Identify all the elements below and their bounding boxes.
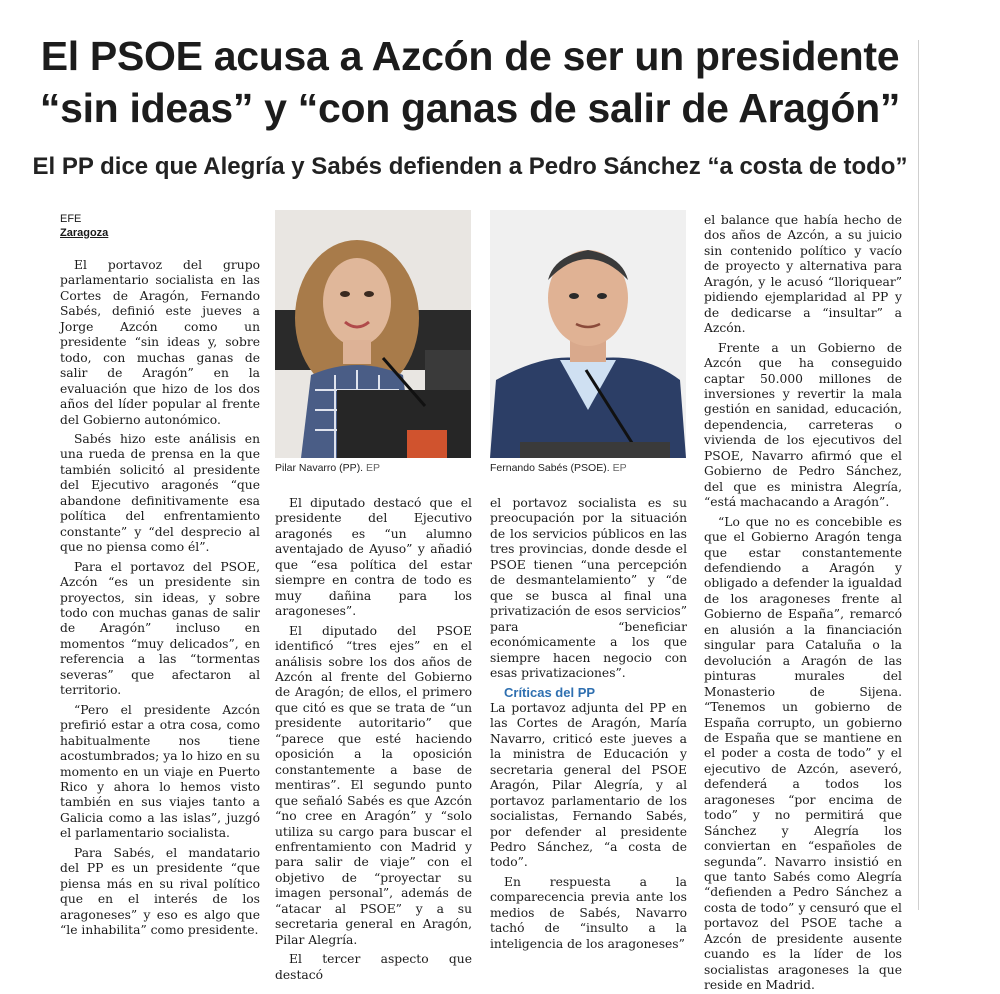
photo-pilar-navarro-image — [275, 210, 471, 458]
paragraph: El portavoz del grupo parlamentario socialista en las Cortes de Aragón, Fernando Sabés, definió este jueves a Jorge Azcón como un presidente “sin ideas y, sobre todo, con muchas ganas de salir de Aragón” en la evaluación que hizo de los dos años del líder popular al frente del Gobierno autonómico. — [60, 258, 260, 427]
agency-credit: EFE — [60, 213, 82, 225]
paragraph: El diputado destacó que el presidente del Ejecutivo aragonés es “un alumno aventajado de Ayuso” y añadió que “esa política del estar siempre en contra de todo es muy dañina para los aragoneses”. — [275, 496, 472, 619]
paragraph: El tercer aspecto que destacó — [275, 952, 472, 982]
article-column-1 — [60, 258, 260, 938]
caption-agency: EP — [366, 462, 381, 474]
photo-caption-2 — [490, 462, 627, 474]
photo-caption-1 — [275, 462, 380, 474]
article-column-2 — [275, 496, 472, 983]
byline — [60, 212, 260, 240]
headline-line-2: “sin ideas” y “con ganas de salir de Aragón” — [39, 85, 901, 131]
dateline-city: Zaragoza — [60, 227, 109, 239]
photo-fernando-sabes-image — [490, 210, 686, 458]
subheadline: El PP dice que Alegría y Sabés defienden a Pedro Sánchez “a costa de todo” — [32, 153, 908, 180]
column-rule — [918, 40, 919, 910]
paragraph: Frente a un Gobierno de Azcón que ha conseguido captar 50.000 millones de inversiones y revertir la mala gestión en sanidad, educación, dependencia, carreteras o vivienda de los ejecutivos del PSOE, Navarro afirmó que el Gobierno de Pedro Sánchez, del que es ministra Alegría, “está machacando a Aragón”. — [704, 340, 902, 510]
headline — [30, 30, 910, 134]
paragraph: el portavoz socialista es su preocupación por la situación de los servicios públicos en las tres provincias, donde desde el PSOE tienen “una percepción de desmantelamiento” y “de que se busca al final una privatización de esos servicios” para “beneficiar económicamente a los que siempre hacen negocio con esas privatizaciones”. — [490, 496, 687, 680]
photo-fernando-sabes — [490, 210, 686, 458]
caption-text: Pilar Navarro (PP). — [275, 462, 364, 474]
paragraph: Sabés hizo este análisis en una rueda de prensa en la que también solicitó al presidente del Ejecutivo aragonés “que abandone definitivamente esa política del enfrentamiento constante” y “del desprecio al que no piensa como él”. — [60, 431, 260, 555]
article-column-3 — [490, 496, 687, 952]
paragraph: “Pero el presidente Azcón prefirió estar a otra cosa, como habitualmente nos tiene acostumbrados; ya lo hizo en su momento en un viaje en Puerto Rico y ahora lo hemos visto también en sus viajes tanto a Galicia como a las islas”, juzgó el parlamentario socialista. — [60, 702, 260, 841]
section-subtitle: Críticas del PP — [504, 685, 596, 701]
paragraph: Para Sabés, el mandatario del PP es un presidente “que piensa más en su rival político que en el interés de los aragoneses” y eso es algo que “le inhabilita” como presidente. — [60, 845, 260, 938]
paragraph: El diputado del PSOE identificó “tres ejes” en el análisis sobre los dos años de Azcón al frente del Gobierno de Aragón; de ellos, el primero que citó es que se trata de “un presidente autoritario” que “parece que esté haciendo oposición a la oposición constantemente a base de mentiras”. El segundo punto que señaló Sabés es que Azcón “no cree en Aragón” y “solo utiliza su cargo para buscar el enfrentamiento con Madrid y para salir de viaje” con el objetivo de “proyectar su imagen personal”, además de “atacar al PSOE” y a su secretaria general en Aragón, Pilar Alegría. — [275, 623, 472, 947]
article-column-4 — [704, 213, 902, 994]
paragraph: “Lo que no es concebible es que el Gobierno Aragón tenga que estar constantemente defendiendo a Aragón y obligado a defender la igualdad de los aragoneses frente al Gobierno de España”, remarcó en alusión a la financiación singular para Cataluña o la devolución a Aragón de las pinturas murales del Monasterio de Sijena. “Tenemos un gobierno de España corrupto, un gobierno de España que se mantiene en el poder a costa de todo” y el ejecutivo de Azcón, aseveró, defenderá a todos los aragoneses “por encima de todo” y no permitirá que Sánchez y Alegría los conviertan en “españoles de segunda”. Navarro insistió en que tanto Sabés como Alegría “defienden a Pedro Sánchez a costa de todo” y censuró que el portavoz del PSOE tache a Azcón de presidente ausente cuando es la líder de los socialistas aragoneses la que reside en Madrid. — [704, 514, 902, 993]
paragraph: La portavoz adjunta del PP en las Cortes de Aragón, María Navarro, criticó este jueves a la ministra de Educación y secretaria general del PSOE Aragón, Pilar Alegría, y al portavoz parlamentario de los socialistas, Fernando Sabés, por defender al presidente Pedro Sánchez, “a costa de todo”. — [490, 700, 687, 870]
caption-text: Fernando Sabés (PSOE). — [490, 462, 610, 474]
paragraph: En respuesta a la comparecencia previa ante los medios de Sabés, Navarro tachó de “insulto a la inteligencia de los aragoneses” — [490, 874, 687, 951]
caption-agency: EP — [612, 462, 627, 474]
photo-pilar-navarro — [275, 210, 471, 458]
headline-line-1: El PSOE acusa a Azcón de ser un presidente — [40, 33, 900, 79]
paragraph: Para el portavoz del PSOE, Azcón “es un presidente sin proyectos, sin ideas, y sobre todo con muchas ganas de salir de Aragón” incluso en momentos “muy delicados”, en referencia a las “tormentas severas” que afectaron al territorio. — [60, 559, 260, 698]
paragraph: el balance que había hecho de dos años de Azcón, a su juicio sin contenido político y vacío de proyecto y alternativa para Aragón, y le acusó “lloriquear” pidiendo ejemplaridad al PP y de dedicarse a “insultar” a Azcón. — [704, 213, 902, 336]
